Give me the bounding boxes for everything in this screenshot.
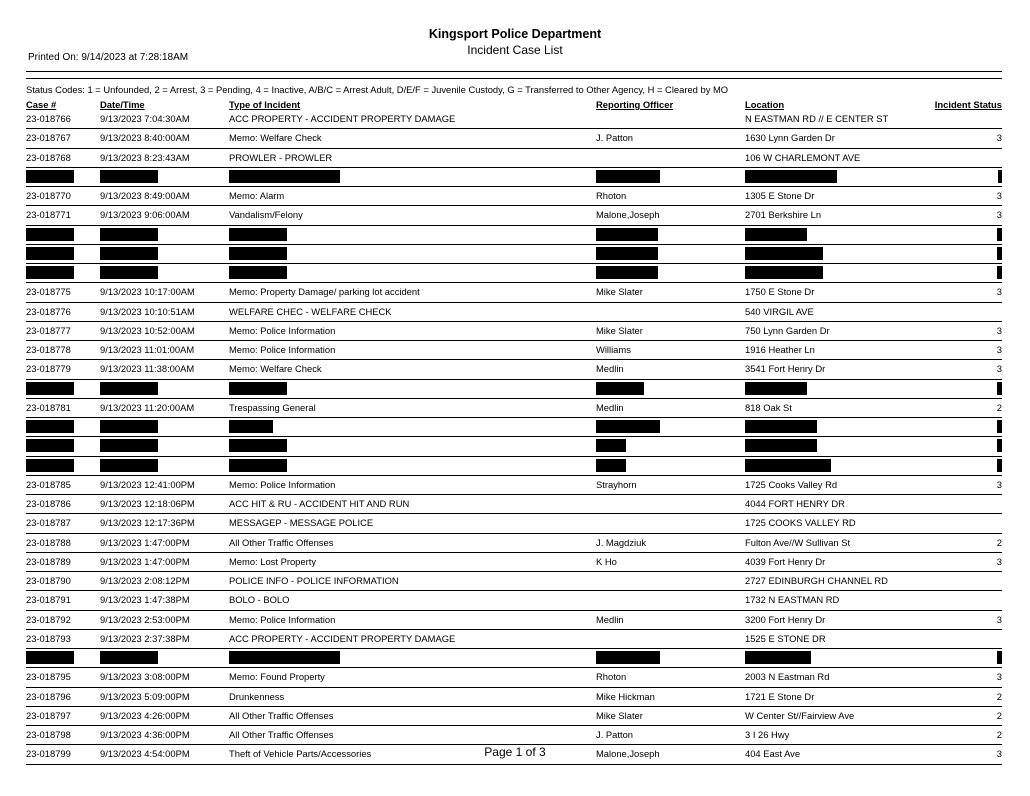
- cell-date: 9/13/2023 12:17:36PM: [100, 517, 195, 529]
- redaction-block: [997, 247, 1002, 260]
- cell-case: 23-018779: [26, 363, 71, 375]
- cell-type: Memo: Welfare Check: [229, 132, 322, 144]
- cell-location: 3200 Fort Henry Dr: [745, 613, 826, 625]
- column-header-status: Incident Status: [934, 99, 1002, 110]
- redaction-block: [596, 170, 660, 183]
- cell-status: 3: [996, 344, 1002, 355]
- column-header-location: Location: [745, 99, 785, 110]
- redaction-block: [229, 651, 340, 664]
- cell-location: W Center St//Fairview Ave: [745, 709, 855, 721]
- redaction-block: [229, 420, 273, 433]
- incident-table: [26, 110, 1002, 765]
- redaction-block: [26, 651, 74, 664]
- cell-officer: Medlin: [596, 363, 624, 375]
- cell-status: 3: [996, 748, 1002, 760]
- redaction-block: [229, 439, 287, 452]
- cell-case: 23-018768: [26, 151, 71, 163]
- table-row: [26, 514, 1002, 533]
- cell-type: Trespassing General: [229, 401, 316, 413]
- cell-status: 3: [996, 286, 1002, 298]
- redaction-block: [745, 247, 823, 260]
- cell-type: MESSAGEP - MESSAGE POLICE: [229, 517, 374, 529]
- redaction-block: [26, 247, 74, 260]
- column-header-case: Case #: [26, 99, 57, 110]
- redaction-block: [745, 170, 837, 183]
- cell-officer: Mike Slater: [596, 286, 643, 298]
- redaction-block: [997, 420, 1002, 433]
- redacted-row: [26, 380, 1002, 399]
- redacted-row: [26, 264, 1002, 283]
- redaction-block: [26, 459, 74, 472]
- cell-case: 23-018786: [26, 498, 71, 509]
- cell-type: POLICE INFO - POLICE INFORMATION: [229, 575, 399, 586]
- table-row: [26, 630, 1002, 649]
- cell-type: Memo: Welfare Check: [229, 363, 322, 375]
- redaction-block: [745, 420, 817, 433]
- redaction-block: [596, 266, 658, 279]
- table-row: [26, 360, 1002, 379]
- cell-location: Fulton Ave//W Sullivan St: [745, 536, 851, 548]
- redaction-block: [100, 459, 158, 472]
- cell-date: 9/13/2023 1:47:00PM: [100, 555, 190, 567]
- report-subtitle: Incident Case List: [467, 43, 563, 57]
- cell-case: 23-018796: [26, 690, 71, 702]
- redacted-row: [26, 418, 1002, 437]
- cell-case: 23-018788: [26, 536, 71, 548]
- table-row: [26, 322, 1002, 341]
- cell-case: 23-018795: [26, 671, 71, 683]
- cell-date: 9/13/2023 4:26:00PM: [100, 709, 190, 721]
- cell-date: 9/13/2023 12:41:00PM: [100, 478, 195, 490]
- table-row: [26, 726, 1002, 745]
- cell-officer: Malone,Joseph: [596, 209, 660, 221]
- table-row: [26, 476, 1002, 495]
- redaction-block: [229, 247, 287, 260]
- cell-location: 1630 Lynn Garden Dr: [745, 132, 835, 144]
- redaction-block: [26, 382, 74, 395]
- redaction-block: [100, 420, 158, 433]
- cell-location: 1305 E Stone Dr: [745, 190, 815, 201]
- column-header-type: Type of Incident: [229, 99, 301, 110]
- cell-location: 2727 EDINBURGH CHANNEL RD: [745, 575, 888, 586]
- redaction-block: [100, 439, 158, 452]
- redaction-block: [100, 228, 158, 241]
- cell-date: 9/13/2023 11:01:00AM: [100, 344, 195, 355]
- redaction-block: [26, 266, 74, 279]
- cell-type: Theft of Vehicle Parts/Accessories: [229, 748, 372, 760]
- table-row: [26, 707, 1002, 726]
- cell-date: 9/13/2023 10:52:00AM: [100, 324, 195, 336]
- cell-case: 23-018789: [26, 555, 71, 567]
- redaction-block: [596, 439, 626, 452]
- cell-type: Memo: Police Information: [229, 324, 336, 336]
- page-number: Page 1 of 3: [484, 745, 546, 759]
- cell-officer: Mike Slater: [596, 324, 643, 336]
- cell-officer: Malone,Joseph: [596, 748, 660, 760]
- cell-date: 9/13/2023 4:36:00PM: [100, 729, 190, 740]
- cell-type: Memo: Found Property: [229, 671, 325, 683]
- cell-date: 9/13/2023 4:54:00PM: [100, 748, 190, 760]
- cell-location: 3541 Fort Henry Dr: [745, 363, 826, 375]
- table-row: [26, 399, 1002, 418]
- cell-officer: Strayhorn: [596, 478, 637, 490]
- redaction-block: [100, 651, 158, 664]
- cell-location: 4044 FORT HENRY DR: [745, 498, 845, 509]
- cell-date: 9/13/2023 1:47:38PM: [100, 594, 190, 606]
- cell-type: ACC HIT & RU - ACCIDENT HIT AND RUN: [229, 498, 410, 509]
- redaction-block: [745, 651, 811, 664]
- cell-case: 23-018770: [26, 190, 71, 201]
- cell-location: 750 Lynn Garden Dr: [745, 324, 830, 336]
- cell-status: 3: [996, 363, 1002, 375]
- redaction-block: [100, 382, 158, 395]
- cell-date: 9/13/2023 1:47:00PM: [100, 536, 190, 548]
- cell-officer: Williams: [596, 344, 631, 355]
- cell-location: 1732 N EASTMAN RD: [745, 594, 840, 606]
- table-row: [26, 572, 1002, 591]
- cell-status: 3: [996, 324, 1002, 336]
- table-row: [26, 668, 1002, 687]
- table-row: [26, 341, 1002, 360]
- cell-type: WELFARE CHEC - WELFARE CHECK: [229, 305, 392, 317]
- table-row: [26, 129, 1002, 148]
- cell-date: 9/13/2023 5:09:00PM: [100, 690, 190, 702]
- cell-date: 9/13/2023 8:40:00AM: [100, 132, 190, 144]
- cell-case: 23-018798: [26, 729, 71, 740]
- redacted-row: [26, 245, 1002, 264]
- cell-officer: Rhoton: [596, 671, 627, 683]
- redaction-block: [596, 247, 658, 260]
- table-row: [26, 688, 1002, 707]
- table-row: [26, 149, 1002, 168]
- cell-officer: Medlin: [596, 401, 624, 413]
- cell-case: 23-018787: [26, 517, 71, 529]
- cell-date: 9/13/2023 11:38:00AM: [100, 363, 195, 375]
- cell-case: 23-018791: [26, 594, 71, 606]
- redacted-row: [26, 457, 1002, 476]
- cell-status: 3: [996, 132, 1002, 144]
- cell-officer: J. Patton: [596, 729, 634, 740]
- cell-officer: J. Magdziuk: [596, 536, 647, 548]
- cell-case: 23-018781: [26, 401, 71, 413]
- redaction-block: [229, 459, 287, 472]
- table-row: [26, 187, 1002, 206]
- report-title: Kingsport Police Department: [428, 27, 602, 41]
- cell-status: 2: [996, 401, 1002, 413]
- cell-date: 9/13/2023 3:08:00PM: [100, 671, 190, 683]
- cell-officer: Rhoton: [596, 190, 627, 201]
- cell-officer: Medlin: [596, 613, 624, 625]
- redaction-block: [997, 439, 1002, 452]
- redacted-row: [26, 168, 1002, 187]
- cell-type: BOLO - BOLO: [229, 594, 290, 606]
- redacted-row: [26, 437, 1002, 456]
- cell-officer: Mike Slater: [596, 709, 643, 721]
- cell-location: 1725 Cooks Valley Rd: [745, 478, 838, 490]
- cell-date: 9/13/2023 2:53:00PM: [100, 613, 190, 625]
- status-codes-legend: Status Codes: 1 = Unfounded, 2 = Arrest, 3 = Pending, 4 = Inactive, A/B/C = Arrest Adult, D/E/F = Juvenile Custody, G = Transferred to Other Agency, H = Cleared by MO: [26, 84, 729, 95]
- cell-case: 23-018790: [26, 575, 71, 586]
- cell-type: Vandalism/Felony: [229, 209, 303, 221]
- cell-type: ACC PROPERTY - ACCIDENT PROPERTY DAMAGE: [229, 113, 456, 124]
- cell-case: 23-018777: [26, 324, 71, 336]
- cell-location: 540 VIRGIL AVE: [745, 305, 814, 317]
- redaction-block: [26, 420, 74, 433]
- redaction-block: [997, 459, 1002, 472]
- cell-location: 106 W CHARLEMONT AVE: [745, 151, 861, 163]
- cell-status: 3: [996, 209, 1002, 221]
- cell-location: 1725 COOKS VALLEY RD: [745, 517, 856, 529]
- cell-officer: J. Patton: [596, 132, 634, 144]
- cell-type: Memo: Alarm: [229, 190, 285, 201]
- table-row: [26, 591, 1002, 610]
- redaction-block: [596, 228, 658, 241]
- redaction-block: [100, 170, 158, 183]
- redaction-block: [998, 170, 1002, 183]
- table-row: [26, 303, 1002, 322]
- redaction-block: [229, 266, 287, 279]
- cell-case: 23-018771: [26, 209, 71, 221]
- table-row: [26, 110, 1002, 129]
- redaction-block: [745, 459, 831, 472]
- cell-status: 2: [996, 536, 1002, 548]
- redaction-block: [229, 382, 287, 395]
- cell-date: 9/13/2023 2:08:12PM: [100, 575, 190, 586]
- cell-case: 23-018776: [26, 305, 71, 317]
- cell-status: 2: [996, 709, 1002, 721]
- cell-case: 23-018792: [26, 613, 71, 625]
- table-row: [26, 553, 1002, 572]
- redaction-block: [26, 439, 74, 452]
- cell-location: 2701 Berkshire Ln: [745, 209, 822, 221]
- cell-type: PROWLER - PROWLER: [229, 151, 333, 163]
- cell-type: ACC PROPERTY - ACCIDENT PROPERTY DAMAGE: [229, 632, 456, 644]
- cell-type: Memo: Police Information: [229, 478, 336, 490]
- redaction-block: [997, 651, 1002, 664]
- redaction-block: [745, 266, 823, 279]
- redaction-block: [596, 459, 626, 472]
- cell-type: All Other Traffic Offenses: [229, 729, 334, 740]
- cell-date: 9/13/2023 10:17:00AM: [100, 286, 195, 298]
- cell-officer: Mike Hickman: [596, 690, 655, 702]
- cell-location: 3 I 26 Hwy: [745, 729, 790, 740]
- redaction-block: [26, 228, 74, 241]
- cell-location: 404 East Ave: [745, 748, 801, 760]
- cell-type: Memo: Lost Property: [229, 555, 317, 567]
- cell-status: 3: [996, 671, 1002, 683]
- cell-case: 23-018785: [26, 478, 71, 490]
- cell-date: 9/13/2023 8:23:43AM: [100, 151, 190, 163]
- cell-date: 9/13/2023 2:37:38PM: [100, 632, 190, 644]
- cell-type: Memo: Property Damage/ parking lot accident: [229, 286, 420, 298]
- table-row: [26, 495, 1002, 514]
- cell-location: 1750 E Stone Dr: [745, 286, 815, 298]
- table-row: [26, 283, 1002, 302]
- cell-location: 1721 E Stone Dr: [745, 690, 815, 702]
- cell-type: Drunkenness: [229, 690, 285, 702]
- printed-on: Printed On: 9/14/2023 at 7:28:18AM: [28, 52, 189, 63]
- cell-location: 818 Oak St: [745, 401, 792, 413]
- redaction-block: [100, 247, 158, 260]
- cell-officer: K Ho: [596, 555, 617, 567]
- redacted-row: [26, 226, 1002, 245]
- redaction-block: [745, 382, 807, 395]
- redaction-block: [100, 266, 158, 279]
- cell-case: 23-018775: [26, 286, 71, 298]
- cell-case: 23-018799: [26, 748, 71, 760]
- redaction-block: [26, 170, 74, 183]
- header-rule-top: [26, 71, 1002, 72]
- redaction-block: [596, 651, 660, 664]
- cell-status: 3: [996, 478, 1002, 490]
- cell-status: 3: [996, 190, 1002, 201]
- cell-case: 23-018778: [26, 344, 71, 355]
- redaction-block: [745, 439, 817, 452]
- cell-location: N EASTMAN RD // E CENTER ST: [745, 113, 889, 124]
- cell-date: 9/13/2023 10:10:51AM: [100, 305, 195, 317]
- column-header-date: Date/Time: [100, 99, 145, 110]
- cell-date: 9/13/2023 7:04:30AM: [100, 113, 190, 124]
- table-row: [26, 534, 1002, 553]
- cell-case: 23-018766: [26, 113, 71, 124]
- redaction-block: [745, 228, 807, 241]
- cell-type: Memo: Police Information: [229, 613, 336, 625]
- redaction-block: [229, 170, 340, 183]
- redaction-block: [997, 382, 1002, 395]
- redaction-block: [997, 266, 1002, 279]
- redacted-row: [26, 649, 1002, 668]
- cell-status: 3: [996, 555, 1002, 567]
- cell-date: 9/13/2023 8:49:00AM: [100, 190, 190, 201]
- cell-date: 9/13/2023 11:20:00AM: [100, 401, 195, 413]
- cell-type: All Other Traffic Offenses: [229, 709, 334, 721]
- cell-case: 23-018797: [26, 709, 71, 721]
- header-rule-bottom: [26, 78, 1002, 79]
- cell-case: 23-018793: [26, 632, 71, 644]
- redaction-block: [596, 382, 644, 395]
- cell-location: 2003 N Eastman Rd: [745, 671, 830, 683]
- redaction-block: [596, 420, 660, 433]
- cell-type: Memo: Police Information: [229, 344, 336, 355]
- cell-date: 9/13/2023 9:06:00AM: [100, 209, 190, 221]
- cell-location: 4039 Fort Henry Dr: [745, 555, 826, 567]
- table-row: [26, 611, 1002, 630]
- cell-type: All Other Traffic Offenses: [229, 536, 334, 548]
- cell-status: 2: [996, 729, 1002, 740]
- table-row: [26, 206, 1002, 225]
- cell-date: 9/13/2023 12:18:06PM: [100, 498, 195, 509]
- cell-location: 1916 Heather Ln: [745, 344, 815, 355]
- column-header-officer: Reporting Officer: [596, 99, 674, 110]
- cell-status: 2: [996, 690, 1002, 702]
- redaction-block: [229, 228, 287, 241]
- cell-status: 3: [996, 613, 1002, 625]
- cell-case: 23-018767: [26, 132, 71, 144]
- cell-location: 1525 E STONE DR: [745, 632, 826, 644]
- redaction-block: [997, 228, 1002, 241]
